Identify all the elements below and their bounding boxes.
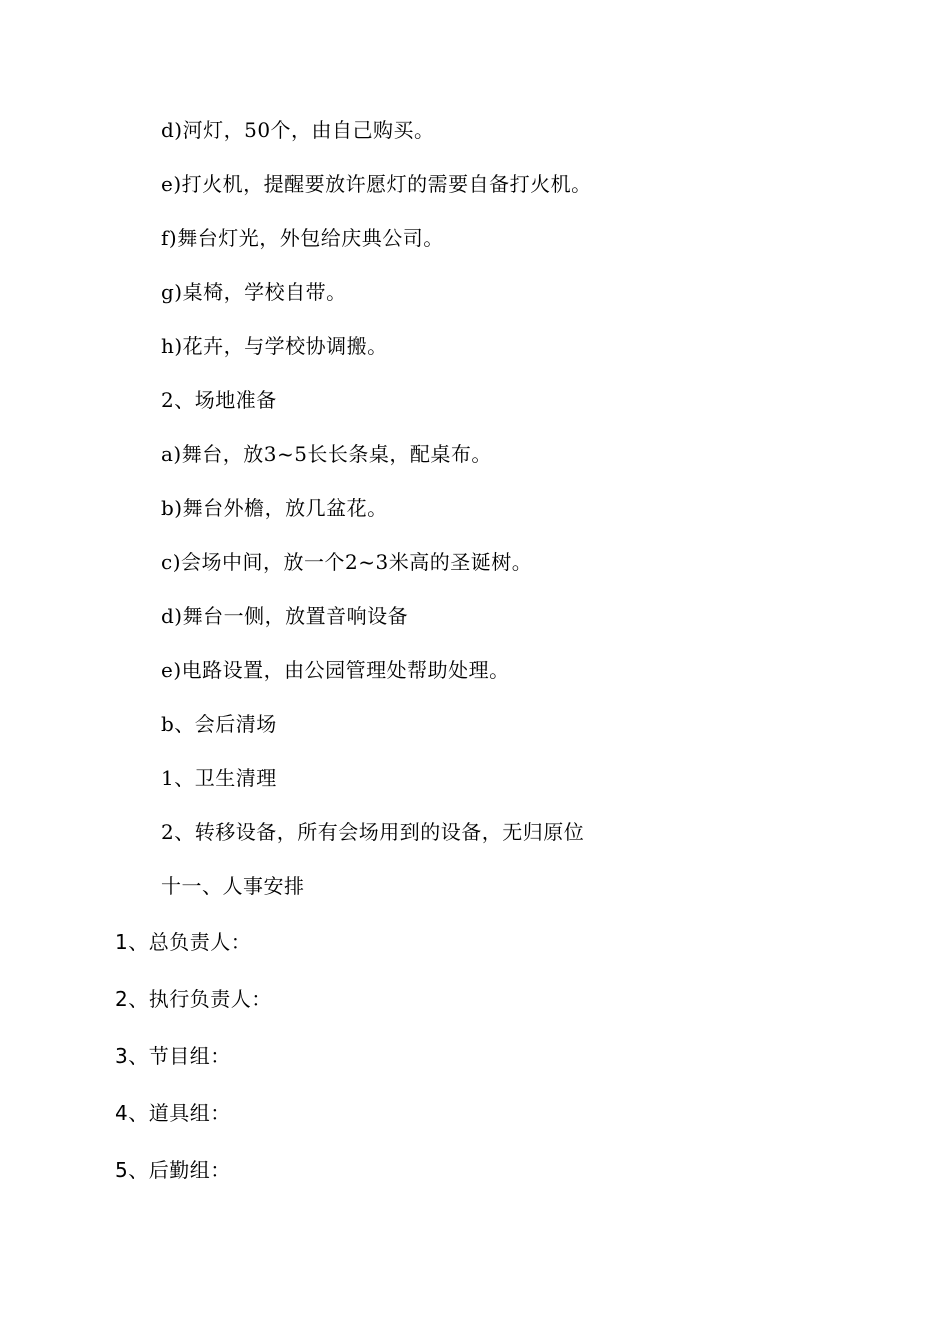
section-heading: 十一、人事安排 [161, 874, 305, 898]
section-heading: b、会后清场 [161, 712, 277, 736]
text-line: c)会场中间，放一个2~3米高的圣诞树。 [161, 550, 533, 574]
text-line: b)舞台外檐，放几盆花。 [161, 496, 388, 520]
text-line: d)河灯，50个，由自己购买。 [161, 118, 435, 142]
text-line: 1、卫生清理 [161, 766, 277, 790]
text-line: 2、转移设备，所有会场用到的设备，无归原位 [161, 820, 585, 844]
personnel-item: 2、执行负责人： [115, 987, 272, 1011]
text-line: e)打火机，提醒要放许愿灯的需要自备打火机。 [161, 172, 592, 196]
text-line: e)电路设置，由公园管理处帮助处理。 [161, 658, 510, 682]
text-line: d)舞台一侧，放置音响设备 [161, 604, 409, 628]
text-line: h)花卉，与学校协调搬。 [161, 334, 388, 358]
section-heading: 2、场地准备 [161, 388, 277, 412]
personnel-item: 4、道具组： [115, 1101, 231, 1125]
personnel-item: 3、节目组： [115, 1044, 231, 1068]
text-line: g)桌椅，学校自带。 [161, 280, 347, 304]
text-line: f)舞台灯光，外包给庆典公司。 [161, 226, 444, 250]
personnel-item: 1、总负责人： [115, 930, 252, 954]
text-line: a)舞台，放3~5长长条桌，配桌布。 [161, 442, 492, 466]
personnel-item: 5、后勤组： [115, 1158, 231, 1182]
